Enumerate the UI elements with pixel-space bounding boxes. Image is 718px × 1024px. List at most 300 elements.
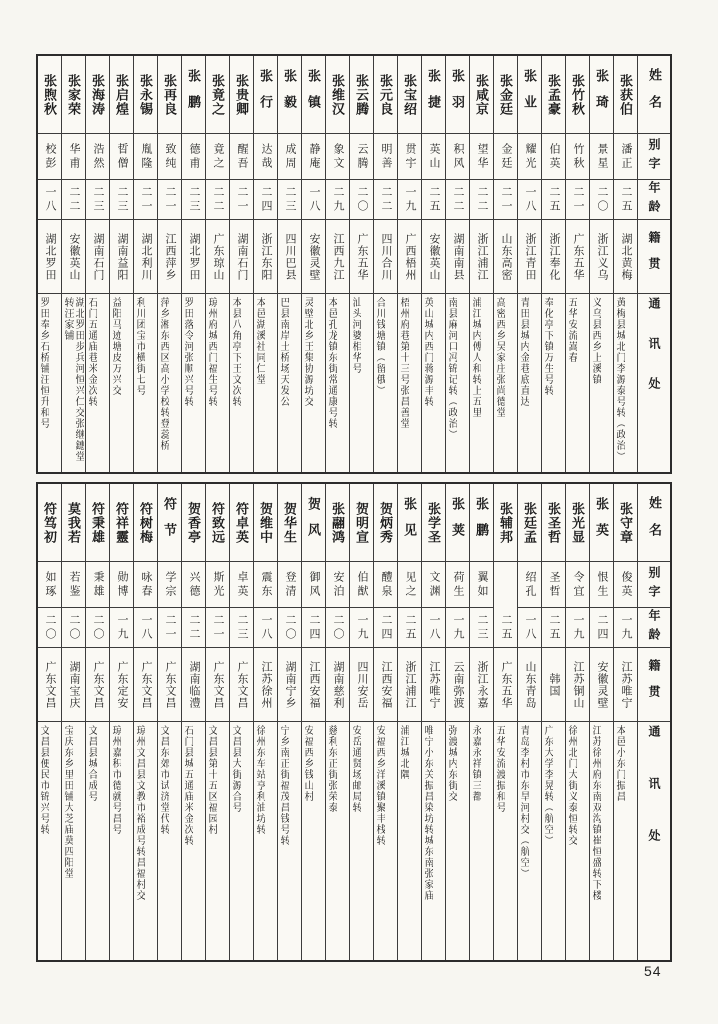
person-courtesy-name: 恨生 — [590, 562, 613, 608]
person-address: 黄梅县城北门李源泰号转（政治） — [614, 297, 625, 462]
person-courtesy-name: 达哉 — [254, 134, 277, 180]
person-name: 张翮鸿 — [326, 484, 349, 562]
person-age: 一八 — [302, 180, 325, 220]
person-name: 张再良 — [158, 56, 181, 134]
person-courtesy-name: 象文 — [326, 134, 349, 180]
person-column — [542, 484, 566, 960]
person-column — [182, 56, 206, 472]
person-courtesy-name: 积风 — [446, 134, 469, 180]
person-name: 张宝绍 — [398, 56, 421, 134]
person-native-place: 安徽灵壁 — [590, 648, 613, 722]
person-courtesy-name: 浩然 — [86, 134, 109, 180]
person-age: 二二 — [182, 608, 205, 648]
person-courtesy-name: 静庵 — [302, 134, 325, 180]
person-column — [446, 484, 470, 960]
person-column — [302, 484, 326, 960]
person-age: 二三 — [470, 608, 493, 648]
person-native-place: 江苏铜山 — [566, 648, 589, 722]
person-name: 符笃初 — [38, 484, 61, 562]
header-native-place: 籍贯 — [638, 648, 670, 722]
person-name: 张家荣 — [62, 56, 85, 134]
person-courtesy-name: 斯光 — [206, 562, 229, 608]
person-name: 符祥靈 — [110, 484, 133, 562]
person-address: 唯宁小东关振昌染坊转城东南张家庙 — [422, 725, 433, 901]
person-name: 贺炳秀 — [374, 484, 397, 562]
header-courtesy-name: 别字 — [638, 134, 670, 180]
person-age: 二三 — [110, 180, 133, 220]
person-address: 本邑孔龙镇东街常通康号转 — [326, 297, 337, 429]
person-age: 二四 — [254, 180, 277, 220]
person-column — [86, 484, 110, 960]
person-column — [110, 484, 134, 960]
person-age: 二三 — [182, 180, 205, 220]
person-courtesy-name: 见之 — [398, 562, 421, 608]
person-age: 二二 — [62, 180, 85, 220]
person-address: 徐州东车站亨利油坊转 — [254, 725, 265, 835]
header-courtesy-name: 别字 — [638, 562, 670, 608]
person-native-place: 江西萍乡 — [158, 220, 181, 294]
directory-table-bottom — [36, 482, 672, 962]
person-address: 琼州府城西门福生号转 — [206, 297, 217, 407]
person-age: 二三 — [278, 180, 301, 220]
person-age: 二〇 — [326, 608, 349, 648]
person-column — [230, 56, 254, 472]
person-native-place: 浙江青田 — [518, 220, 541, 294]
person-name: 张镇 — [302, 56, 325, 134]
person-address: 合川钱塘镇（留俄） — [374, 297, 385, 396]
person-address: 慈利东正街张荣泰 — [326, 725, 337, 813]
person-name: 莫我若 — [62, 484, 85, 562]
person-native-place: 广东琼山 — [206, 220, 229, 294]
person-native-place: 江西安福 — [374, 648, 397, 722]
person-native-place: 湖南益阳 — [110, 220, 133, 294]
person-native-place: 湖北罗田 — [182, 220, 205, 294]
person-courtesy-name: 望华 — [470, 134, 493, 180]
person-courtesy-name: 耀光 — [518, 134, 541, 180]
person-column — [518, 56, 542, 472]
person-name: 张获伯 — [614, 56, 637, 134]
person-address: 宝庆东乡里田铺大芝庙莫四阳堂 — [62, 725, 73, 879]
person-native-place: 江西九江 — [326, 220, 349, 294]
person-native-place: 江苏徐州 — [254, 648, 277, 722]
person-age: 二一 — [494, 180, 517, 220]
person-column — [398, 484, 422, 960]
person-courtesy-name: 令宜 — [566, 562, 589, 608]
person-age: 二一 — [134, 180, 157, 220]
person-courtesy-name: 卓英 — [230, 562, 253, 608]
person-name: 符节 — [158, 484, 181, 562]
person-name: 张捷 — [422, 56, 445, 134]
person-name: 张光显 — [566, 484, 589, 562]
person-courtesy-name: 胤隆 — [134, 134, 157, 180]
person-column — [614, 56, 638, 472]
person-column — [254, 484, 278, 960]
person-column — [566, 56, 590, 472]
person-name: 张行 — [254, 56, 277, 134]
header-name: 姓名 — [638, 56, 670, 134]
person-age: 一八 — [518, 608, 541, 648]
person-address: 英山城内西门蒋源丰转 — [422, 297, 433, 407]
person-address: 青田县城内金巷底直达 — [518, 297, 529, 407]
person-address: 徐州北门大街义泰恒转交 — [566, 725, 577, 846]
person-name: 张学圣 — [422, 484, 445, 562]
person-courtesy-name: 咏春 — [134, 562, 157, 608]
header-name: 姓名 — [638, 484, 670, 562]
person-address: 文昌东郊市试济堂代转 — [158, 725, 169, 835]
person-address: 萍乡湘东西区高小学校转登蕊桥 — [158, 297, 169, 451]
person-address: 汕头河婆相华号 — [350, 297, 361, 374]
person-column — [374, 484, 398, 960]
person-column — [134, 56, 158, 472]
person-age: 二二 — [206, 180, 229, 220]
person-column — [374, 56, 398, 472]
person-column — [614, 484, 638, 960]
person-age: 二〇 — [350, 180, 373, 220]
person-courtesy-name: 御风 — [302, 562, 325, 608]
person-column — [470, 56, 494, 472]
person-column — [470, 484, 494, 960]
person-courtesy-name: 安泊 — [326, 562, 349, 608]
person-age: 二〇 — [278, 608, 301, 648]
person-age: 一九 — [110, 608, 133, 648]
person-address: 巴县南岸土桥场天发公 — [278, 297, 289, 407]
person-native-place: 四川巴县 — [278, 220, 301, 294]
person-address: 浦江城内傅人和转上五里 — [470, 297, 481, 418]
person-courtesy-name: 致纯 — [158, 134, 181, 180]
person-courtesy-name: 绍孔 — [518, 562, 541, 608]
person-address: 灵壁北乡王集协源坊交 — [302, 297, 313, 407]
person-name: 张咸京 — [470, 56, 493, 134]
person-name: 张竟之 — [206, 56, 229, 134]
header-address: 通讯处 — [647, 725, 661, 881]
person-age: 二四 — [302, 608, 325, 648]
person-column — [134, 484, 158, 960]
person-column — [590, 56, 614, 472]
person-age: 二一 — [230, 180, 253, 220]
person-native-place: 广东文昌 — [158, 648, 181, 722]
person-age: 二二 — [374, 180, 397, 220]
person-name: 张业 — [518, 56, 541, 134]
person-native-place: 四川安岳 — [350, 648, 373, 722]
person-column — [206, 484, 230, 960]
person-native-place: 浙江奉化 — [542, 220, 565, 294]
person-address: 文昌县第十五区福园村 — [206, 725, 217, 835]
person-native-place: 湖南石门 — [230, 220, 253, 294]
person-courtesy-name: 成周 — [278, 134, 301, 180]
person-column — [494, 56, 518, 472]
person-courtesy-name: 伯英 — [542, 134, 565, 180]
person-age: 二五 — [494, 608, 517, 648]
person-courtesy-name: 德甫 — [182, 134, 205, 180]
person-age: 一八 — [134, 608, 157, 648]
person-native-place: 湖南宁乡 — [278, 648, 301, 722]
person-age: 二四 — [590, 608, 613, 648]
person-name: 张守章 — [614, 484, 637, 562]
person-name: 张维汉 — [326, 56, 349, 134]
person-address: 高密西乡吴家庄张尚德堂 — [494, 297, 505, 418]
person-courtesy-name: 醴泉 — [374, 562, 397, 608]
person-native-place: 江苏唯宁 — [422, 648, 445, 722]
person-address: 文昌县城合成号 — [86, 725, 97, 802]
person-courtesy-name: 学宗 — [158, 562, 181, 608]
person-age: 二九 — [326, 180, 349, 220]
person-age: 二五 — [398, 608, 421, 648]
person-courtesy-name: 校彭 — [38, 134, 61, 180]
person-courtesy-name: 金廷 — [494, 134, 517, 180]
person-address: 青岛李村市东旱河村交（航空） — [518, 725, 529, 879]
person-courtesy-name: 醒吾 — [230, 134, 253, 180]
person-courtesy-name: 晢僧 — [110, 134, 133, 180]
person-address: 浦江城北隅 — [398, 725, 409, 780]
person-address: 益阳马迹塘皮万兴交 — [110, 297, 121, 396]
person-name: 张见 — [398, 484, 421, 562]
person-native-place: 浙江东阳 — [254, 220, 277, 294]
person-address: 奉化亭下镇万生号转 — [542, 297, 553, 396]
person-age: 一九 — [566, 608, 589, 648]
person-address: 本邑小东门振昌 — [614, 725, 625, 802]
person-native-place: 江西安福 — [302, 648, 325, 722]
person-column — [62, 484, 86, 960]
person-courtesy-name: 震东 — [254, 562, 277, 608]
person-column — [38, 484, 62, 960]
person-courtesy-name: 登清 — [278, 562, 301, 608]
person-name: 张廷孟 — [518, 484, 541, 562]
header-age: 年龄 — [638, 180, 670, 220]
person-column — [566, 484, 590, 960]
person-name: 张永锡 — [134, 56, 157, 134]
person-column — [302, 56, 326, 472]
person-age: 二一 — [566, 180, 589, 220]
header-column — [638, 484, 670, 960]
person-native-place: 江苏唯宁 — [614, 648, 637, 722]
person-courtesy-name: 俊英 — [614, 562, 637, 608]
person-name: 张琦 — [590, 56, 613, 134]
person-courtesy-name: 翼如 — [470, 562, 493, 608]
person-column — [278, 484, 302, 960]
person-column — [38, 56, 62, 472]
person-address: 弥渡城内东街交 — [446, 725, 457, 802]
person-courtesy-name: 贯宇 — [398, 134, 421, 180]
person-column — [350, 56, 374, 472]
person-column — [494, 484, 518, 960]
person-native-place: 安徽灵壁 — [302, 220, 325, 294]
person-native-place: 山东高密 — [494, 220, 517, 294]
person-age: 一八 — [254, 608, 277, 648]
person-age: 一九 — [446, 608, 469, 648]
person-courtesy-name: 秉雄 — [86, 562, 109, 608]
person-name: 张云腾 — [350, 56, 373, 134]
person-age: 一八 — [518, 180, 541, 220]
person-address: 五华安流嵩春 — [566, 297, 577, 363]
person-age: 一九 — [350, 608, 373, 648]
person-courtesy-name: 云腾 — [350, 134, 373, 180]
person-native-place: 广东文昌 — [230, 648, 253, 722]
person-native-place: 浙江浦江 — [470, 220, 493, 294]
person-native-place: 湖南宝庆 — [62, 648, 85, 722]
person-name: 张金廷 — [494, 56, 517, 134]
person-courtesy-name: 荷生 — [446, 562, 469, 608]
person-age: 二〇 — [62, 608, 85, 648]
person-column — [206, 56, 230, 472]
person-courtesy-name: 华甫 — [62, 134, 85, 180]
person-name: 张煦秋 — [38, 56, 61, 134]
person-age: 二五 — [422, 180, 445, 220]
person-age: 二一 — [206, 608, 229, 648]
person-native-place: 山东青岛 — [518, 648, 541, 722]
person-name: 符树梅 — [134, 484, 157, 562]
person-address: 石门县城五通庙米金次转 — [182, 725, 193, 846]
person-native-place: 广东文昌 — [206, 648, 229, 722]
person-native-place: 湖南临澧 — [182, 648, 205, 722]
person-address: 琼州嘉积市德就号昌号 — [110, 725, 121, 835]
person-native-place: 广西梧州 — [398, 220, 421, 294]
person-courtesy-name: 潘正 — [614, 134, 637, 180]
person-address: 石门五通庙巷米金次转 — [86, 297, 97, 407]
person-age: 二二 — [446, 180, 469, 220]
person-address: 文昌县便民市锦兴号转 — [38, 725, 49, 835]
person-age: 一八 — [38, 180, 61, 220]
person-courtesy-name: 勋博 — [110, 562, 133, 608]
person-name: 符卓英 — [230, 484, 253, 562]
person-age: 二一 — [158, 180, 181, 220]
person-name: 贺维中 — [254, 484, 277, 562]
person-native-place: 湖北黄梅 — [614, 220, 637, 294]
person-column — [110, 56, 134, 472]
person-address: 本邑湖溪社同仁堂 — [254, 297, 265, 385]
person-native-place: 广东文昌 — [134, 648, 157, 722]
person-name: 符致远 — [206, 484, 229, 562]
person-name: 张贵卿 — [230, 56, 253, 134]
person-native-place: 云南弥渡 — [446, 648, 469, 722]
person-age: 二五 — [614, 180, 637, 220]
person-native-place: 四川合川 — [374, 220, 397, 294]
person-native-place: 湖南慈利 — [326, 648, 349, 722]
person-name: 张竹秋 — [566, 56, 589, 134]
person-name: 张圣哲 — [542, 484, 565, 562]
person-native-place: 广东五华 — [566, 220, 589, 294]
person-courtesy-name: 竟之 — [206, 134, 229, 180]
person-address: 广东大学李晃转（航空） — [542, 725, 553, 846]
person-age: 二五 — [542, 180, 565, 220]
person-age: 一九 — [398, 180, 421, 220]
person-native-place: 浙江义乌 — [590, 220, 613, 294]
person-address: 本县八角亭下王文次转 — [230, 297, 241, 407]
header-column — [638, 56, 670, 472]
person-name: 张辅邦 — [494, 484, 517, 562]
person-name: 张启煌 — [110, 56, 133, 134]
person-address: 南县麻河口冯锦记转（政治） — [446, 297, 457, 440]
person-name: 张羽 — [446, 56, 469, 134]
person-courtesy-name: 明善 — [374, 134, 397, 180]
person-column — [326, 484, 350, 960]
person-age: 二二 — [470, 180, 493, 220]
person-address: 梧州府巷第十三号张昌善堂 — [398, 297, 409, 429]
header-age: 年龄 — [638, 608, 670, 648]
person-courtesy-name: 竹秋 — [566, 134, 589, 180]
person-courtesy-name: 景星 — [590, 134, 613, 180]
person-name: 张元良 — [374, 56, 397, 134]
person-courtesy-name: 若鉴 — [62, 562, 85, 608]
person-native-place: 浙江浦江 — [398, 648, 421, 722]
person-native-place: 浙江永嘉 — [470, 648, 493, 722]
person-name: 张鹏 — [470, 484, 493, 562]
person-address: 永嘉永祥镇三都 — [470, 725, 481, 802]
person-name: 贺香亭 — [182, 484, 205, 562]
person-name: 张毅 — [278, 56, 301, 134]
person-name: 张孟豪 — [542, 56, 565, 134]
person-native-place: 湖北罗田 — [38, 220, 61, 294]
person-address: 安岳通贤场邮局转 — [350, 725, 361, 813]
person-address: 义乌县西乡上溪镇 — [590, 297, 601, 385]
person-courtesy-name: 伯猷 — [350, 562, 373, 608]
person-age: 二五 — [542, 608, 565, 648]
person-column — [86, 56, 110, 472]
person-age: 二三 — [86, 180, 109, 220]
person-column — [278, 56, 302, 472]
person-address: 琼州文昌县文教市裕成号转昌福村交 — [134, 725, 145, 901]
person-column — [422, 56, 446, 472]
person-column — [398, 56, 422, 472]
person-age: 二〇 — [86, 608, 109, 648]
person-native-place: 广东文昌 — [86, 648, 109, 722]
person-name: 符秉雄 — [86, 484, 109, 562]
person-name: 贺明宣 — [350, 484, 373, 562]
person-name: 张荚 — [446, 484, 469, 562]
person-native-place: 韩国 — [542, 648, 565, 722]
person-native-place: 安徽英山 — [62, 220, 85, 294]
person-age: 一九 — [614, 608, 637, 648]
person-native-place: 广东五华 — [350, 220, 373, 294]
person-address: 宁乡南正街福茂昌钱号转 — [278, 725, 289, 846]
person-address: 江苏徐州府东南双沟镇崔恒盛转下楼 — [590, 725, 601, 901]
person-column — [158, 484, 182, 960]
person-column — [350, 484, 374, 960]
person-column — [230, 484, 254, 960]
person-native-place: 安徽英山 — [422, 220, 445, 294]
person-courtesy-name: 兴德 — [182, 562, 205, 608]
person-name: 贺华生 — [278, 484, 301, 562]
person-courtesy-name: 文渊 — [422, 562, 445, 608]
person-native-place: 湖南南县 — [446, 220, 469, 294]
person-native-place: 广东文昌 — [38, 648, 61, 722]
person-address: 安福西乡钱山村 — [302, 725, 313, 802]
person-native-place: 湖北利川 — [134, 220, 157, 294]
person-age: 一八 — [422, 608, 445, 648]
person-name: 张海涛 — [86, 56, 109, 134]
page-number: 54 — [644, 963, 662, 979]
person-column — [446, 56, 470, 472]
person-age: 二〇 — [38, 608, 61, 648]
person-address: 罗田落令河张顺兴号转 — [182, 297, 193, 407]
person-address: 利川团宝市横街七号 — [134, 297, 145, 396]
person-native-place: 广东定安 — [110, 648, 133, 722]
person-native-place: 广东五华 — [494, 648, 517, 722]
person-column — [326, 56, 350, 472]
person-column — [518, 484, 542, 960]
person-courtesy-name: 圣哲 — [542, 562, 565, 608]
person-age: 二〇 — [590, 180, 613, 220]
person-address: 五华安流渡振和号 — [494, 725, 505, 813]
person-native-place: 湖南石门 — [86, 220, 109, 294]
person-column — [590, 484, 614, 960]
person-courtesy-name: 英山 — [422, 134, 445, 180]
person-name: 张英 — [590, 484, 613, 562]
person-age: 二一 — [158, 608, 181, 648]
person-age: 二三 — [230, 608, 253, 648]
person-age: 二四 — [374, 608, 397, 648]
person-column — [542, 56, 566, 472]
header-native-place: 籍贯 — [638, 220, 670, 294]
